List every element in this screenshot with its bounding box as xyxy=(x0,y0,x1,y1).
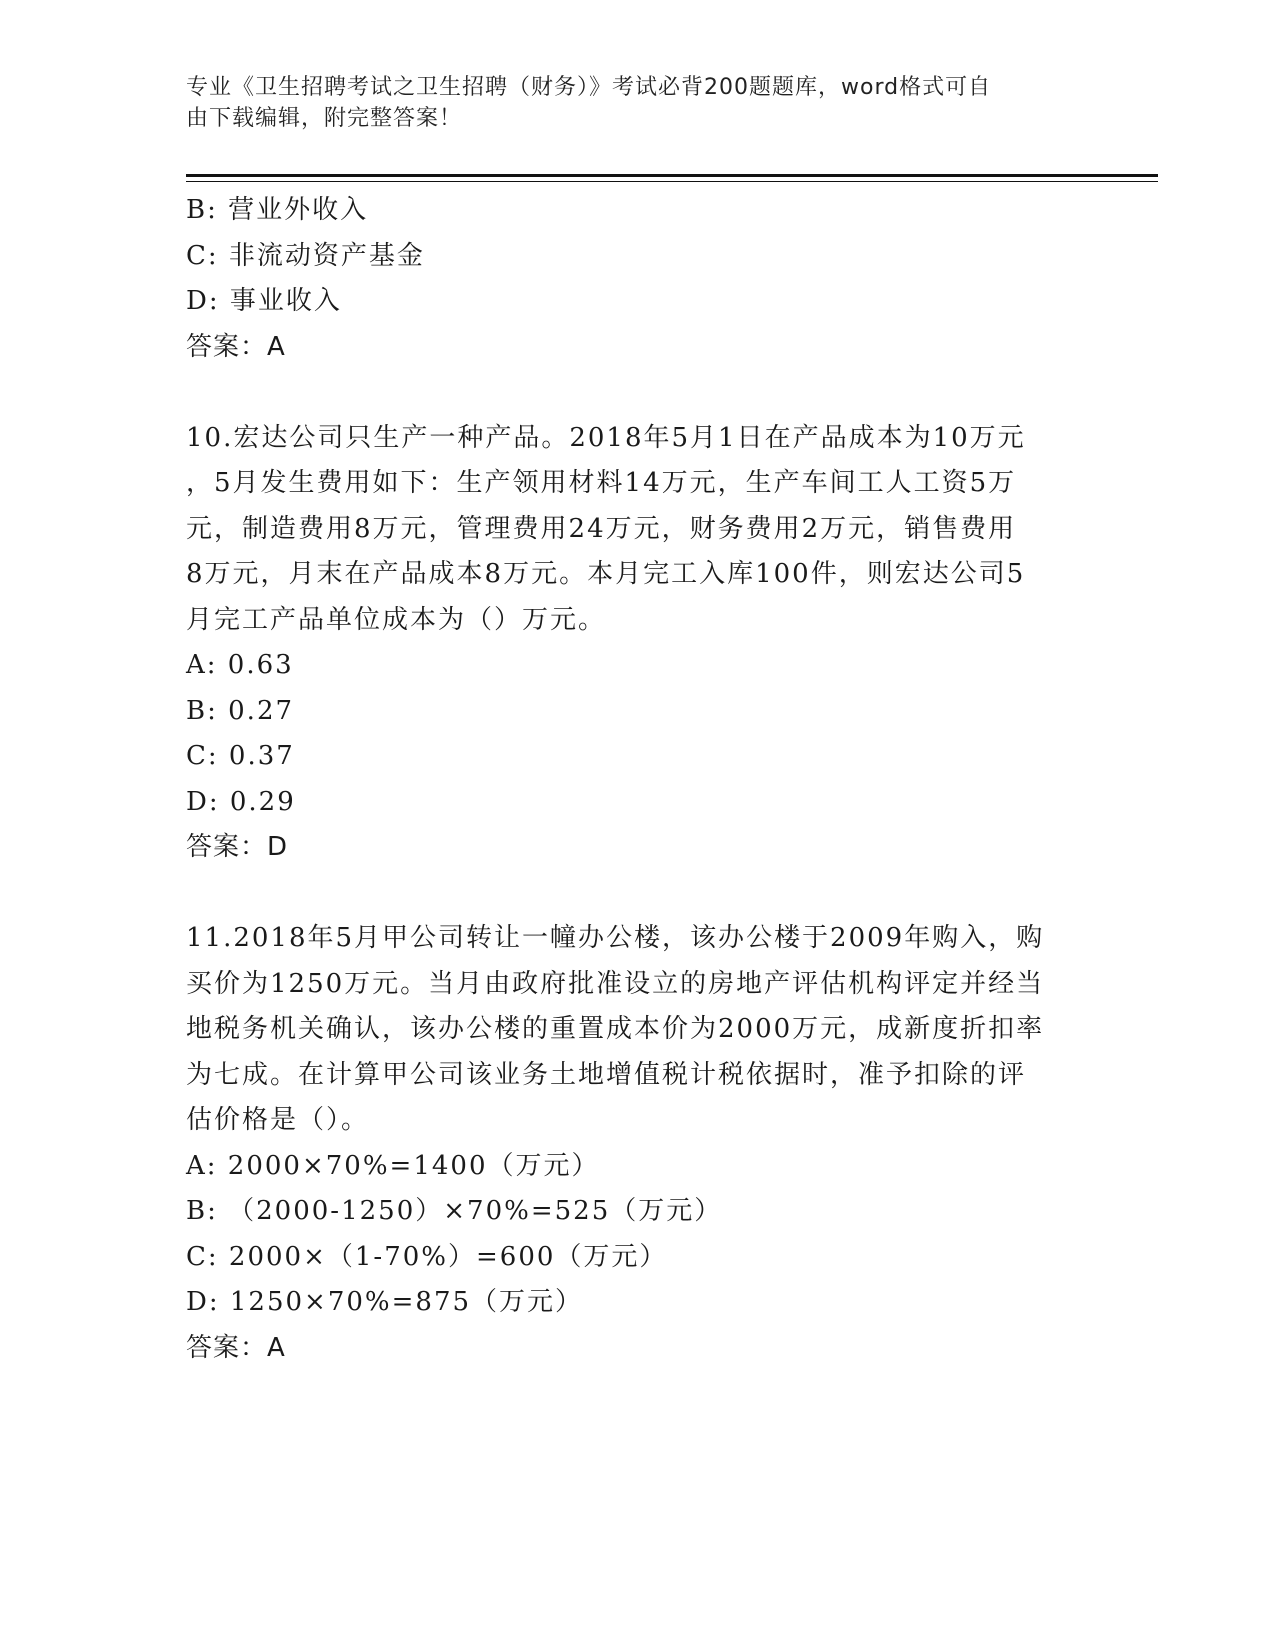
question-text-line: 估价格是（）。 xyxy=(186,1105,370,1135)
option-b: B: 营业外收入 xyxy=(186,195,369,225)
document-body xyxy=(186,188,1076,1371)
option-c: C: 非流动资产基金 xyxy=(186,240,425,271)
question-text-line: 月完工产品单位成本为（）万元。 xyxy=(186,604,607,635)
question-text-line: 10.宏达公司只生产一种产品。2018年5月1日在产品成本为10万元 xyxy=(186,422,1026,453)
question-11 xyxy=(186,916,1076,1371)
question-text-line: 地税务机关确认，该办公楼的重置成本价为2000万元，成新度折扣率 xyxy=(186,1014,1045,1044)
header-rule-thick xyxy=(186,174,1158,177)
prev-question-block xyxy=(186,188,1076,370)
question-text-line: 为七成。在计算甲公司该业务土地增值税计税依据时，准予扣除的评 xyxy=(186,1059,1027,1090)
question-text-line: 11.2018年5月甲公司转让一幢办公楼，该办公楼于2009年购入，购 xyxy=(186,923,1045,953)
question-text-line: 元，制造费用8万元，管理费用24万元，财务费用2万元，销售费用 xyxy=(186,513,1017,544)
option-d: D: 事业收入 xyxy=(186,286,342,316)
header-title-line-2: 由下载编辑，附完整答案！ xyxy=(186,106,463,131)
option-c: C: 0.37 xyxy=(186,741,295,771)
question-10 xyxy=(186,416,1076,871)
question-text-line: ，5月发生费用如下：生产领用材料14万元，生产车间工人工资5万 xyxy=(186,468,1017,498)
option-a: A: 2000×70%=1400（万元） xyxy=(186,1150,600,1181)
header-rule-thin xyxy=(186,181,1158,182)
option-d: D: 0.29 xyxy=(186,786,296,817)
document-header xyxy=(186,72,1066,134)
option-a: A: 0.63 xyxy=(186,650,294,680)
header-title-line-1: 专业《卫生招聘考试之卫生招聘（财务）》考试必背200题题库，word格式可自 xyxy=(186,75,992,100)
option-b: B: 0.27 xyxy=(186,695,295,726)
answer-line: 答案：D xyxy=(186,832,289,862)
option-b: B: （2000-1250）×70%=525（万元） xyxy=(186,1196,723,1226)
answer-line: 答案：A xyxy=(186,1332,286,1363)
answer-line: 答案：A xyxy=(186,331,286,362)
question-text-line: 8万元，月末在产品成本8万元。本月完工入库100件，则宏达公司5 xyxy=(186,559,1026,589)
option-d: D: 1250×70%=875（万元） xyxy=(186,1287,584,1317)
question-text-line: 买价为1250万元。当月由政府批准设立的房地产评估机构评定并经当 xyxy=(186,968,1045,999)
option-c: C: 2000×（1-70%）=600（万元） xyxy=(186,1241,668,1272)
